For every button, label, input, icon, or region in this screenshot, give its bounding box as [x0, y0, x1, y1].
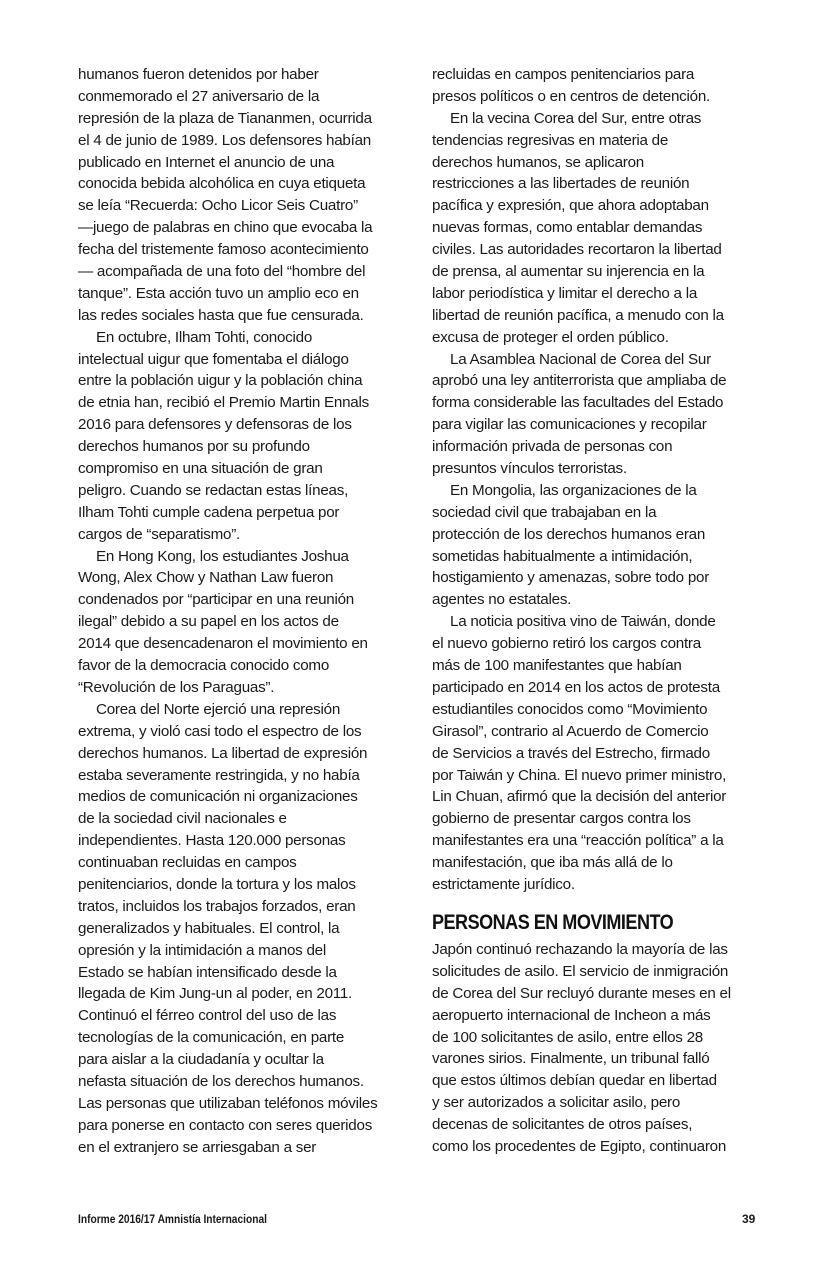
left-column: [78, 64, 418, 1159]
text-line: En Hong Kong, los estudiantes Joshua: [96, 547, 349, 565]
text-line: de Servicios a través del Estrecho, firmado: [432, 744, 710, 762]
text-line: continuaban recluidas en campos: [78, 854, 297, 872]
text-line: presos políticos o en centros de detención.: [432, 87, 710, 105]
text-line: peligro. Cuando se redactan estas líneas,: [78, 481, 349, 499]
text-line: el nuevo gobierno retiró los cargos contra: [432, 635, 701, 653]
text-line: Estado se habían intensificado desde la: [78, 963, 337, 981]
text-line: restricciones a las libertades de reunión: [432, 175, 690, 193]
text-line: protección de los derechos humanos eran: [432, 525, 706, 543]
text-line: conmemorado el 27 aniversario de la: [78, 87, 320, 105]
text-line: La noticia positiva vino de Taiwán, donde: [450, 613, 716, 631]
text-line: conocida bebida alcohólica en cuya etiqueta: [78, 175, 366, 193]
section-heading: PERSONAS EN MOVIMIENTO: [432, 911, 674, 934]
text-line: tendencias regresivas en materia de: [432, 131, 669, 149]
text-line: para vigilar las comunicaciones y recopilar: [432, 416, 707, 434]
text-line: estaba severamente restringida, y no había: [78, 766, 360, 784]
text-line: las redes sociales hasta que fue censurada.: [78, 306, 364, 324]
text-line: de la sociedad civil nacionales e: [78, 810, 287, 828]
text-line: nefasta situación de los derechos humanos.: [78, 1072, 364, 1090]
text-line: información privada de personas con: [432, 438, 673, 456]
text-line: por Taiwán y China. El nuevo primer ministro,: [432, 766, 727, 784]
text-line: derechos humanos. La libertad de expresión: [78, 744, 368, 762]
text-line: que estos últimos debían quedar en libertad: [432, 1072, 717, 1090]
text-line: presuntos vínculos terroristas.: [432, 460, 627, 478]
text-line: En octubre, Ilham Tohti, conocido: [96, 328, 313, 346]
text-line: aprobó una ley antiterrorista que ampliaba de: [432, 372, 727, 390]
text-line: independientes. Hasta 120.000 personas: [78, 832, 346, 850]
text-line: condenados por “participar en una reunión: [78, 591, 354, 609]
text-line: libertad de reunión pacífica, a menudo con la: [432, 306, 724, 324]
text-line: en el extranjero se arriesgaban a ser: [78, 1138, 317, 1156]
text-line: de prensa, al aumentar su injerencia en la: [432, 263, 705, 281]
right-column-top: [432, 64, 772, 896]
text-line: gobierno de presentar cargos contra los: [432, 810, 691, 828]
text-line: compromiso en una situación de gran: [78, 460, 323, 478]
text-line: En Mongolia, las organizaciones de la: [450, 481, 697, 499]
text-line: sometidas habitualmente a intimidación,: [432, 547, 693, 565]
text-line: cargos de “separatismo”.: [78, 525, 240, 543]
text-line: Wong, Alex Chow y Nathan Law fueron: [78, 569, 334, 587]
right-column-bottom: [432, 939, 772, 1158]
text-line: aeropuerto internacional de Incheon a más: [432, 1006, 711, 1024]
text-line: se leía “Recuerda: Ocho Licor Seis Cuatro”: [78, 197, 358, 215]
text-line: excusa de proteger el orden público.: [432, 328, 669, 346]
text-line: —juego de palabras en chino que evocaba la: [78, 219, 373, 237]
text-line: manifestantes era una “reacción política” a la: [432, 832, 724, 850]
text-line: decenas de solicitantes de otros países,: [432, 1116, 693, 1134]
text-line: “Revolución de los Paraguas”.: [78, 678, 275, 696]
text-line: extrema, y violó casi todo el espectro de los: [78, 722, 362, 740]
text-line: labor periodística y limitar el derecho a la: [432, 284, 698, 302]
text-line: estudiantiles conocidos como “Movimiento: [432, 700, 708, 718]
text-line: fecha del tristemente famoso acontecimiento: [78, 241, 369, 259]
text-line: 2014 que desencadenaron el movimiento en: [78, 635, 368, 653]
page-number: 39: [742, 1212, 756, 1226]
text-line: derechos humanos, se aplicaron: [432, 153, 645, 171]
text-line: estrictamente jurídico.: [432, 875, 575, 893]
text-line: sociedad civil que trabajaban en la: [432, 503, 657, 521]
text-line: forma considerable las facultades del Estado: [432, 394, 724, 412]
text-line: medios de comunicación ni organizaciones: [78, 788, 358, 806]
text-line: agentes no estatales.: [432, 591, 572, 609]
text-line: más de 100 manifestantes que habían: [432, 657, 682, 675]
text-line: de 100 solicitantes de asilo, entre ellos 28: [432, 1028, 703, 1046]
text-line: derechos humanos por su profundo: [78, 438, 310, 456]
text-line: Ilham Tohti cumple cadena perpetua por: [78, 503, 340, 521]
text-line: intelectual uigur que fomentaba el diálogo: [78, 350, 349, 368]
text-line: hostigamiento y amenazas, sobre todo por: [432, 569, 710, 587]
text-line: y ser autorizados a solicitar asilo, pero: [432, 1094, 681, 1112]
text-line: llegada de Kim Jung-un al poder, en 2011.: [78, 985, 353, 1003]
text-line: favor de la democracia conocido como: [78, 657, 330, 675]
text-line: nuevas formas, como entablar demandas: [432, 219, 703, 237]
text-line: opresión y la intimidación a manos del: [78, 941, 326, 959]
text-line: de etnia han, recibió el Premio Martin Ennals: [78, 394, 369, 412]
text-line: ilegal” debido a su papel en los actos de: [78, 613, 339, 631]
text-line: de Corea del Sur recluyó durante meses en el: [432, 984, 731, 1002]
text-line: Las personas que utilizaban teléfonos móviles: [78, 1094, 378, 1112]
text-line: manifestación, que iba más allá de lo: [432, 854, 673, 872]
text-line: participado en 2014 en los actos de protesta: [432, 678, 720, 696]
text-line: el 4 de junio de 1989. Los defensores habían: [78, 131, 371, 149]
text-line: como los procedentes de Egipto, continuaron: [432, 1138, 727, 1156]
text-line: represión de la plaza de Tiananmen, ocurrida: [78, 109, 372, 127]
text-line: — acompañada de una foto del “hombre del: [78, 263, 366, 281]
text-line: tecnologías de la comunicación, en parte: [78, 1029, 345, 1047]
text-line: publicado en Internet el anuncio de una: [78, 153, 335, 171]
text-line: Continuó el férreo control del uso de las: [78, 1007, 337, 1025]
text-line: solicitudes de asilo. El servicio de inmigración: [432, 962, 729, 980]
text-line: generalizados y habituales. El control, la: [78, 919, 340, 937]
text-line: tratos, incluidos los trabajos forzados, eran: [78, 897, 356, 915]
text-line: humanos fueron detenidos por haber: [78, 66, 319, 83]
text-line: civiles. Las autoridades recortaron la libertad: [432, 241, 722, 259]
text-line: varones sirios. Finalmente, un tribunal falló: [432, 1050, 710, 1068]
text-line: La Asamblea Nacional de Corea del Sur: [450, 350, 711, 368]
text-line: entre la población uigur y la población china: [78, 372, 363, 390]
text-line: tanque”. Esta acción tuvo un amplio eco en: [78, 284, 359, 302]
footer-publication: Informe 2016/17 Amnistía Internacional: [78, 1212, 267, 1226]
text-line: 2016 para defensores y defensoras de los: [78, 416, 352, 434]
text-line: para aislar a la ciudadanía y ocultar la: [78, 1051, 324, 1069]
text-line: Girasol”, contrario al Acuerdo de Comercio: [432, 722, 709, 740]
text-line: Lin Chuan, afirmó que la decisión del anterior: [432, 788, 727, 806]
text-line: Japón continuó rechazando la mayoría de las: [432, 941, 728, 958]
text-line: para ponerse en contacto con seres queridos: [78, 1116, 373, 1134]
text-line: En la vecina Corea del Sur, entre otras: [450, 109, 702, 127]
text-line: pacífica y expresión, que ahora adoptaban: [432, 197, 709, 215]
text-line: Corea del Norte ejerció una represión: [96, 700, 341, 718]
text-line: recluidas en campos penitenciarios para: [432, 66, 695, 83]
text-line: penitenciarios, donde la tortura y los malos: [78, 875, 356, 893]
